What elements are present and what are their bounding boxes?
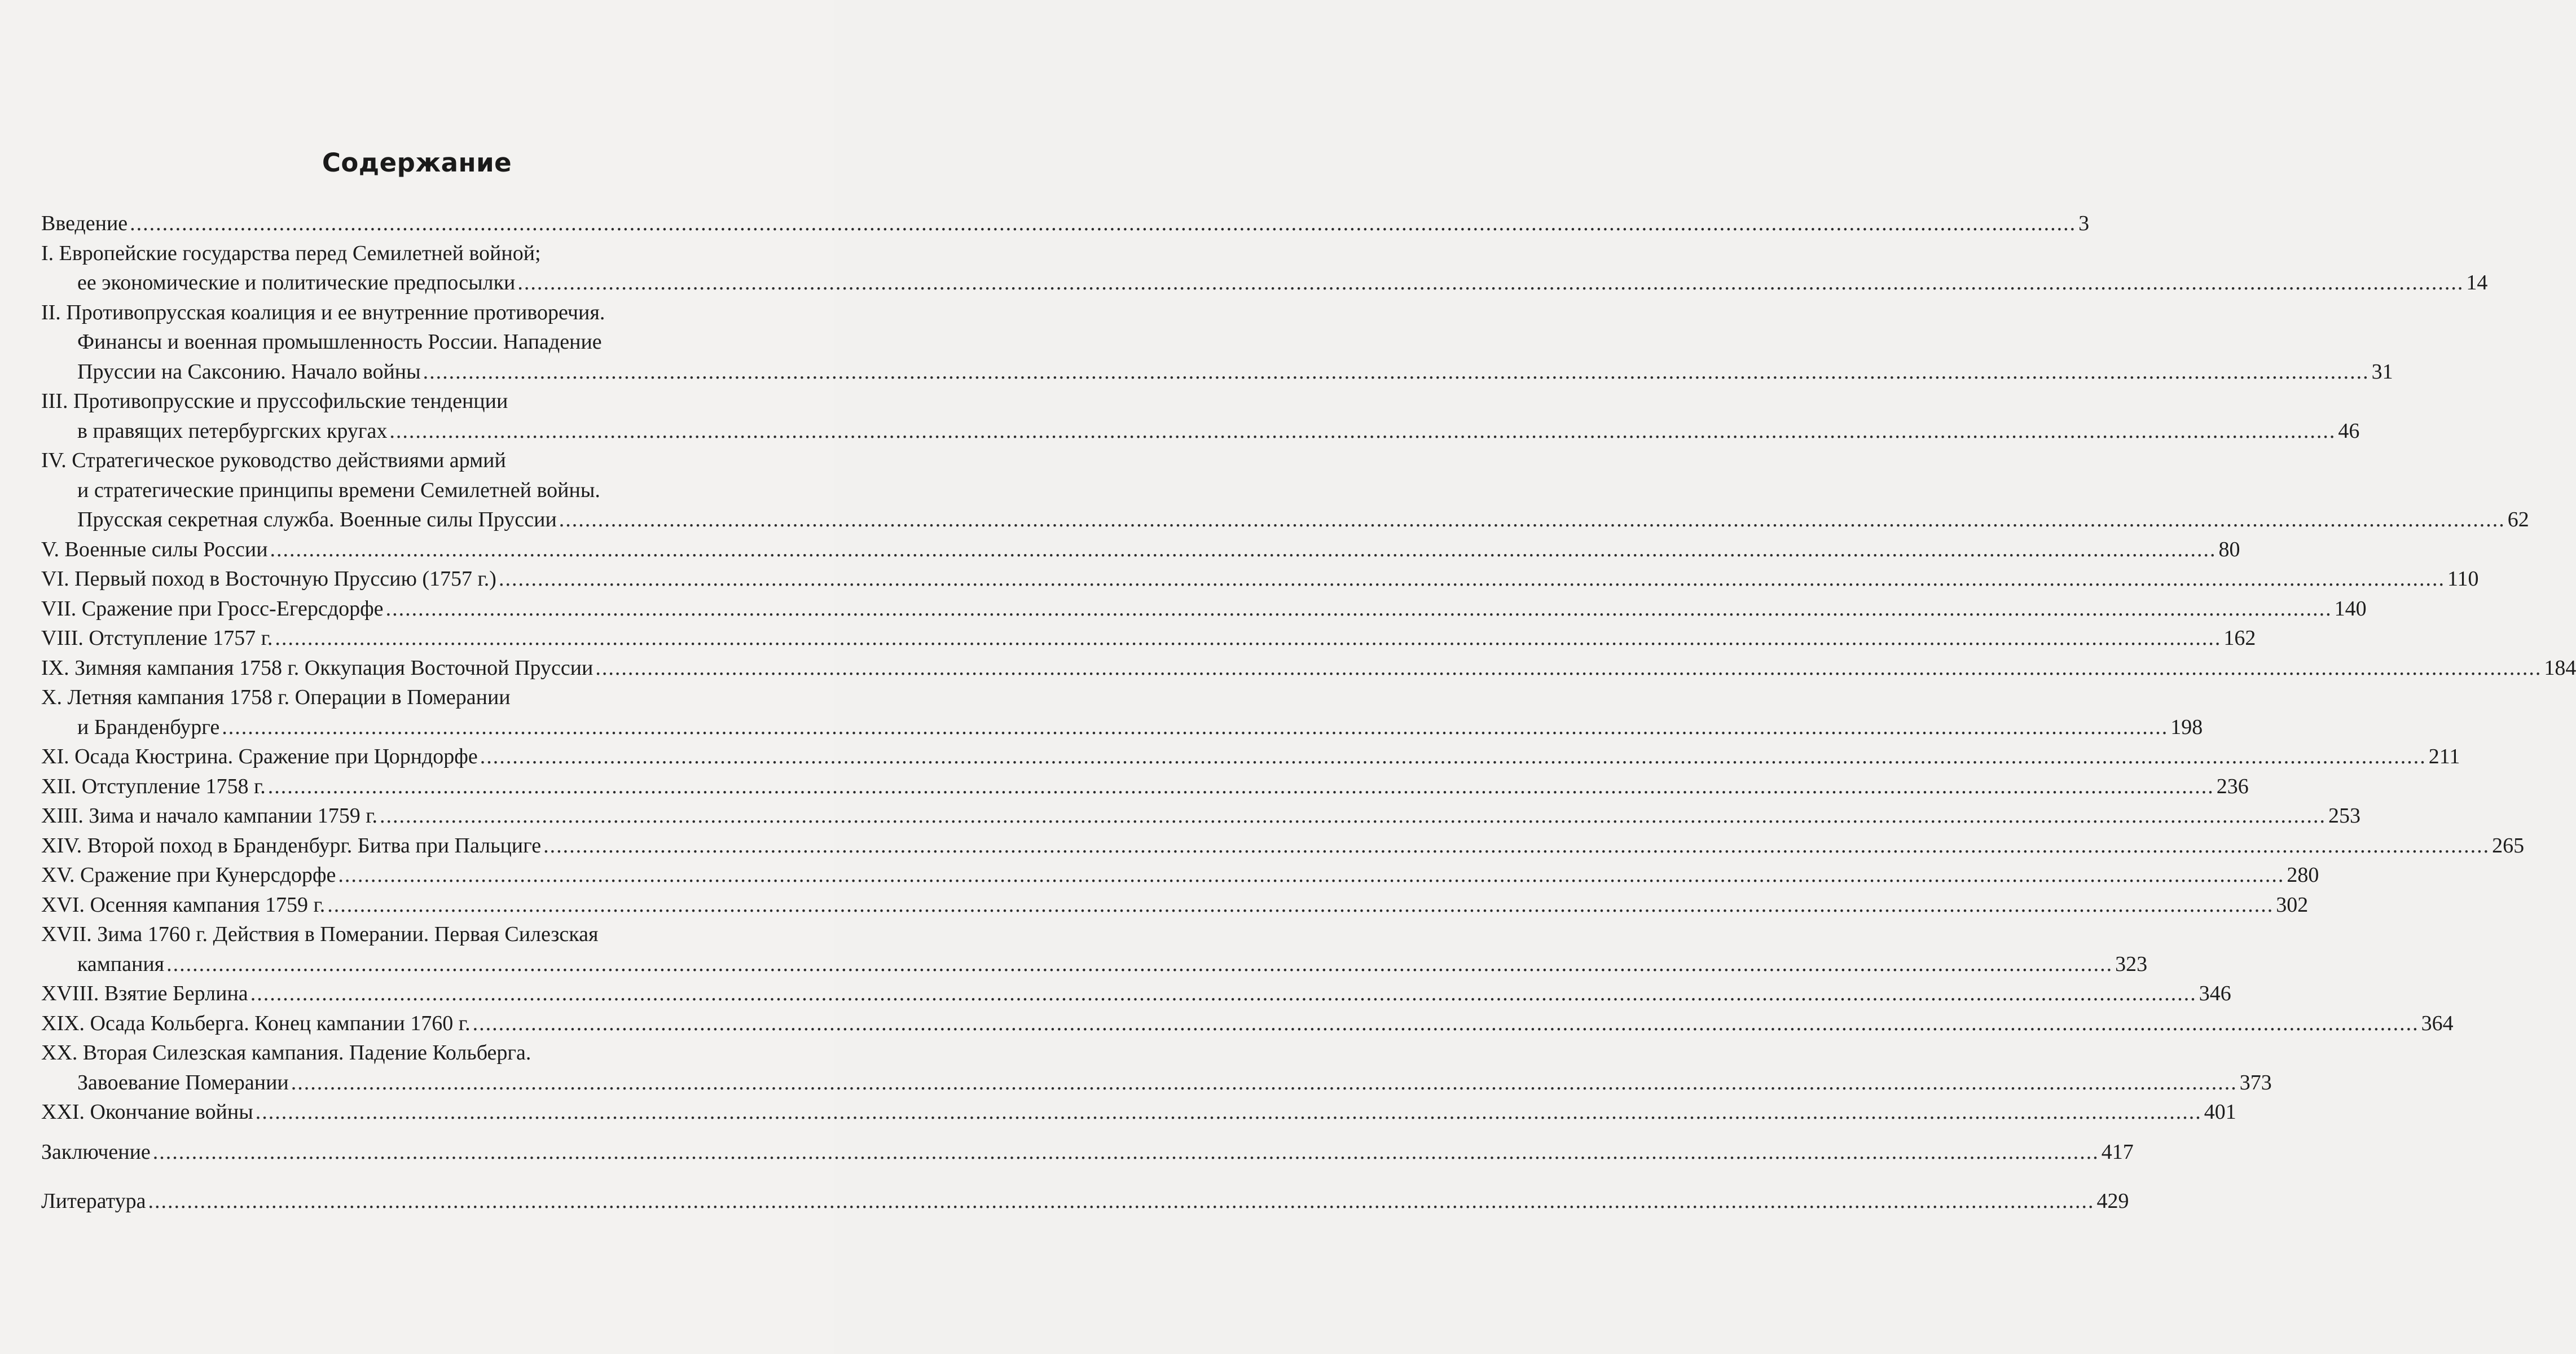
toc-entry-page-number: 110 xyxy=(2447,567,2479,591)
toc-entry xyxy=(41,535,2240,565)
toc-entry-last-line xyxy=(41,1068,2272,1098)
toc-entry xyxy=(41,446,2529,535)
toc-entry xyxy=(41,564,2479,594)
toc-entry-last-line xyxy=(41,801,2361,831)
toc-entry xyxy=(41,1186,2129,1216)
dot-leader: ............................................................................................................................................................................................................................................................................................................ xyxy=(222,715,2169,739)
toc-entry-title: II. Противопрусская коалиция и ее внутренние противоречия. xyxy=(41,300,605,324)
dot-leader: ............................................................................................................................................................................................................................................................................................................ xyxy=(389,419,2336,443)
toc-entry-page-number: 162 xyxy=(2223,626,2256,650)
toc-entry-page-number: 373 xyxy=(2239,1070,2272,1094)
toc-entry-title: XIX. Осада Кольберга. Конец кампании 1760 г. xyxy=(41,1011,471,1035)
toc-entry-page-number: 14 xyxy=(2466,271,2488,294)
toc-entry-title: и Бранденбурге xyxy=(77,715,220,739)
toc-entry-page-number: 364 xyxy=(2421,1011,2454,1035)
toc-entry xyxy=(41,386,2360,446)
toc-entry-last-line xyxy=(41,1097,2236,1127)
toc-entry-last-line xyxy=(41,416,2360,446)
dot-leader: ............................................................................................................................................................................................................................................................................................................ xyxy=(423,359,2370,384)
dot-leader: ............................................................................................................................................................................................................................................................................................................ xyxy=(380,804,2327,828)
toc-entry-last-line xyxy=(41,831,2525,861)
toc-entry xyxy=(41,920,2148,979)
toc-entry-title: VIII. Отступление 1757 г. xyxy=(41,626,273,650)
toc-entry-line xyxy=(41,327,772,357)
toc-entry xyxy=(41,1097,2236,1127)
toc-entry-line xyxy=(41,386,772,416)
toc-entry-last-line xyxy=(41,564,2479,594)
toc-entry-title: XIV. Второй поход в Бранденбург. Битва при Пальциге xyxy=(41,833,542,858)
dot-leader: ............................................................................................................................................................................................................................................................................................................ xyxy=(327,893,2274,917)
toc-entry-page-number: 198 xyxy=(2170,715,2203,739)
toc-entry-page-number: 46 xyxy=(2338,419,2360,443)
toc-entry xyxy=(41,239,2488,298)
toc-entry-last-line xyxy=(41,505,2529,535)
dot-leader: ............................................................................................................................................................................................................................................................................................................ xyxy=(480,745,2426,768)
toc-entry-last-line xyxy=(41,890,2309,920)
toc-entry-line xyxy=(41,476,772,505)
toc-entry-page-number: 236 xyxy=(2216,774,2249,798)
toc-entry-last-line xyxy=(41,209,2090,239)
toc-entry-title: в правящих петербургских кругах xyxy=(77,419,388,443)
dot-leader: ............................................................................................................................................................................................................................................................................................................ xyxy=(338,863,2285,887)
toc-entry-page-number: 323 xyxy=(2115,952,2148,976)
toc-entry xyxy=(41,1009,2454,1039)
toc-entry-page-number: 417 xyxy=(2101,1140,2134,1164)
toc-entry-line xyxy=(41,683,772,713)
toc-entry-page-number: 401 xyxy=(2204,1100,2236,1124)
toc-entry xyxy=(41,209,2090,239)
dot-leader: ............................................................................................................................................................................................................................................................................................................ xyxy=(148,1189,2095,1213)
toc-entry-title: XXI. Окончание войны xyxy=(41,1100,253,1124)
page-title: Содержание xyxy=(322,148,512,178)
toc-entry-line xyxy=(41,920,772,949)
toc-entry-last-line xyxy=(41,1009,2454,1039)
toc-entry-title: XI. Осада Кюстрина. Сражение при Цорндорфе xyxy=(41,745,478,768)
toc-entry-title: XV. Сражение при Кунерсдорфе xyxy=(41,863,336,887)
toc-entry-last-line xyxy=(41,772,2249,802)
toc-entry xyxy=(41,653,2576,683)
toc-entry-title: Литература xyxy=(41,1189,146,1213)
toc-entry-title: кампания xyxy=(77,952,165,976)
toc-entry-title: XVII. Зима 1760 г. Действия в Померании. Первая Силезская xyxy=(41,922,599,946)
toc-entry-page-number: 3 xyxy=(2078,212,2090,235)
toc-entry-last-line xyxy=(41,1186,2129,1216)
dot-leader: ............................................................................................................................................................................................................................................................................................................ xyxy=(166,952,2113,976)
toc-entry-title: VII. Сражение при Гросс-Егерсдорфе xyxy=(41,596,384,621)
dot-leader: ............................................................................................................................................................................................................................................................................................................ xyxy=(152,1140,2099,1164)
dot-leader: ............................................................................................................................................................................................................................................................................................................ xyxy=(559,508,2505,531)
dot-leader: ............................................................................................................................................................................................................................................................................................................ xyxy=(385,596,2332,621)
toc-entry-title: Финансы и военная промышленность России. Нападение xyxy=(77,330,602,354)
toc-entry-last-line xyxy=(41,623,2256,653)
dot-leader: ............................................................................................................................................................................................................................................................................................................ xyxy=(267,774,2214,798)
toc-entry xyxy=(41,594,2367,624)
toc-entry-page-number: 140 xyxy=(2334,596,2367,621)
toc-entry-line xyxy=(41,298,772,328)
toc-entry xyxy=(41,860,2319,890)
toc-entry-page-number: 62 xyxy=(2507,508,2529,531)
toc-entry xyxy=(41,683,2203,742)
toc-entry-page-number: 265 xyxy=(2492,833,2525,858)
toc-entry-title: I. Европейские государства перед Семилетней войной; xyxy=(41,241,541,265)
toc-entry-last-line xyxy=(41,535,2240,565)
dot-leader: ............................................................................................................................................................................................................................................................................................................ xyxy=(498,567,2445,591)
toc-entry-line xyxy=(41,446,772,476)
toc-entry-last-line xyxy=(41,594,2367,624)
dot-leader: ............................................................................................................................................................................................................................................................................................................ xyxy=(291,1070,2237,1094)
toc-entry-last-line xyxy=(41,949,2148,979)
toc-entry-title: IV. Стратегическое руководство действиями армий xyxy=(41,449,506,472)
toc-entry xyxy=(41,801,2361,831)
toc-entry-title: XII. Отступление 1758 г. xyxy=(41,774,266,798)
toc-entry-last-line xyxy=(41,357,2393,387)
toc-entry-last-line xyxy=(41,860,2319,890)
dot-leader: ............................................................................................................................................................................................................................................................................................................ xyxy=(543,833,2490,858)
dot-leader: ............................................................................................................................................................................................................................................................................................................ xyxy=(595,656,2542,680)
dot-leader: ............................................................................................................................................................................................................................................................................................................ xyxy=(275,626,2222,650)
toc-entry-title: VI. Первый поход в Восточную Пруссию (1757 г.) xyxy=(41,567,496,591)
toc-entry-last-line xyxy=(41,713,2203,742)
toc-entry-last-line xyxy=(41,1137,2134,1167)
toc-entry-page-number: 31 xyxy=(2371,359,2393,384)
toc-entry-last-line xyxy=(41,742,2460,772)
toc-entry-title: Завоевание Померании xyxy=(77,1070,289,1094)
dot-leader: ............................................................................................................................................................................................................................................................................................................ xyxy=(472,1011,2419,1035)
toc-entry-page-number: 253 xyxy=(2328,804,2361,828)
toc-entry-title: XX. Вторая Силезская кампания. Падение Кольберга. xyxy=(41,1041,531,1065)
dot-leader: ............................................................................................................................................................................................................................................................................................................ xyxy=(270,537,2217,561)
toc-entry-page-number: 80 xyxy=(2218,537,2240,561)
toc-entry-title: XIII. Зима и начало кампании 1759 г. xyxy=(41,804,378,828)
toc-entry-page-number: 302 xyxy=(2276,893,2309,917)
toc-entry-page-number: 184 xyxy=(2544,656,2576,680)
dot-leader: ............................................................................................................................................................................................................................................................................................................ xyxy=(517,271,2464,294)
toc-entry xyxy=(41,831,2525,861)
toc-entry-title: III. Противопрусские и пруссофильские тенденции xyxy=(41,389,508,413)
toc-entry-page-number: 280 xyxy=(2287,863,2319,887)
toc-entry-title: Пруссии на Саксонию. Начало войны xyxy=(77,359,421,384)
toc-entry-last-line xyxy=(41,653,2576,683)
toc-entry-title: XVIII. Взятие Берлина xyxy=(41,982,248,1005)
toc-entry xyxy=(41,979,2231,1009)
dot-leader: ............................................................................................................................................................................................................................................................................................................ xyxy=(250,982,2197,1005)
toc-entry-last-line xyxy=(41,268,2488,298)
toc-entry-page-number: 211 xyxy=(2428,745,2460,768)
toc-entry-page-number: 346 xyxy=(2199,982,2231,1005)
toc-entry xyxy=(41,772,2249,802)
toc-entry-title: XVI. Осенняя кампания 1759 г. xyxy=(41,893,326,917)
toc-entry-last-line xyxy=(41,979,2231,1009)
toc-entry-title: V. Военные силы России xyxy=(41,537,268,561)
toc-entry-title: Введение xyxy=(41,212,128,235)
toc-entry-title: Прусская секретная служба. Военные силы Пруссии xyxy=(77,508,557,531)
dot-leader: ............................................................................................................................................................................................................................................................................................................ xyxy=(255,1100,2202,1124)
toc-entry xyxy=(41,298,2393,387)
toc-entry-title: Заключение xyxy=(41,1140,151,1164)
toc-entry xyxy=(41,742,2460,772)
toc-entry-title: X. Летняя кампания 1758 г. Операции в Померании xyxy=(41,685,511,709)
toc-entry xyxy=(41,890,2309,920)
toc-entry xyxy=(41,1038,2272,1097)
toc-entry xyxy=(41,623,2256,653)
toc-entry-page-number: 429 xyxy=(2096,1189,2129,1213)
toc-entry xyxy=(41,1137,2134,1167)
toc-entry-title: и стратегические принципы времени Семилетней войны. xyxy=(77,478,600,502)
table-of-contents xyxy=(41,209,2576,1216)
dot-leader: ............................................................................................................................................................................................................................................................................................................ xyxy=(130,212,2077,235)
toc-entry-title: ее экономические и политические предпосылки xyxy=(77,271,516,294)
toc-entry-line xyxy=(41,1038,772,1068)
toc-entry-title: IX. Зимняя кампания 1758 г. Оккупация Восточной Пруссии xyxy=(41,656,594,680)
toc-entry-line xyxy=(41,239,772,269)
